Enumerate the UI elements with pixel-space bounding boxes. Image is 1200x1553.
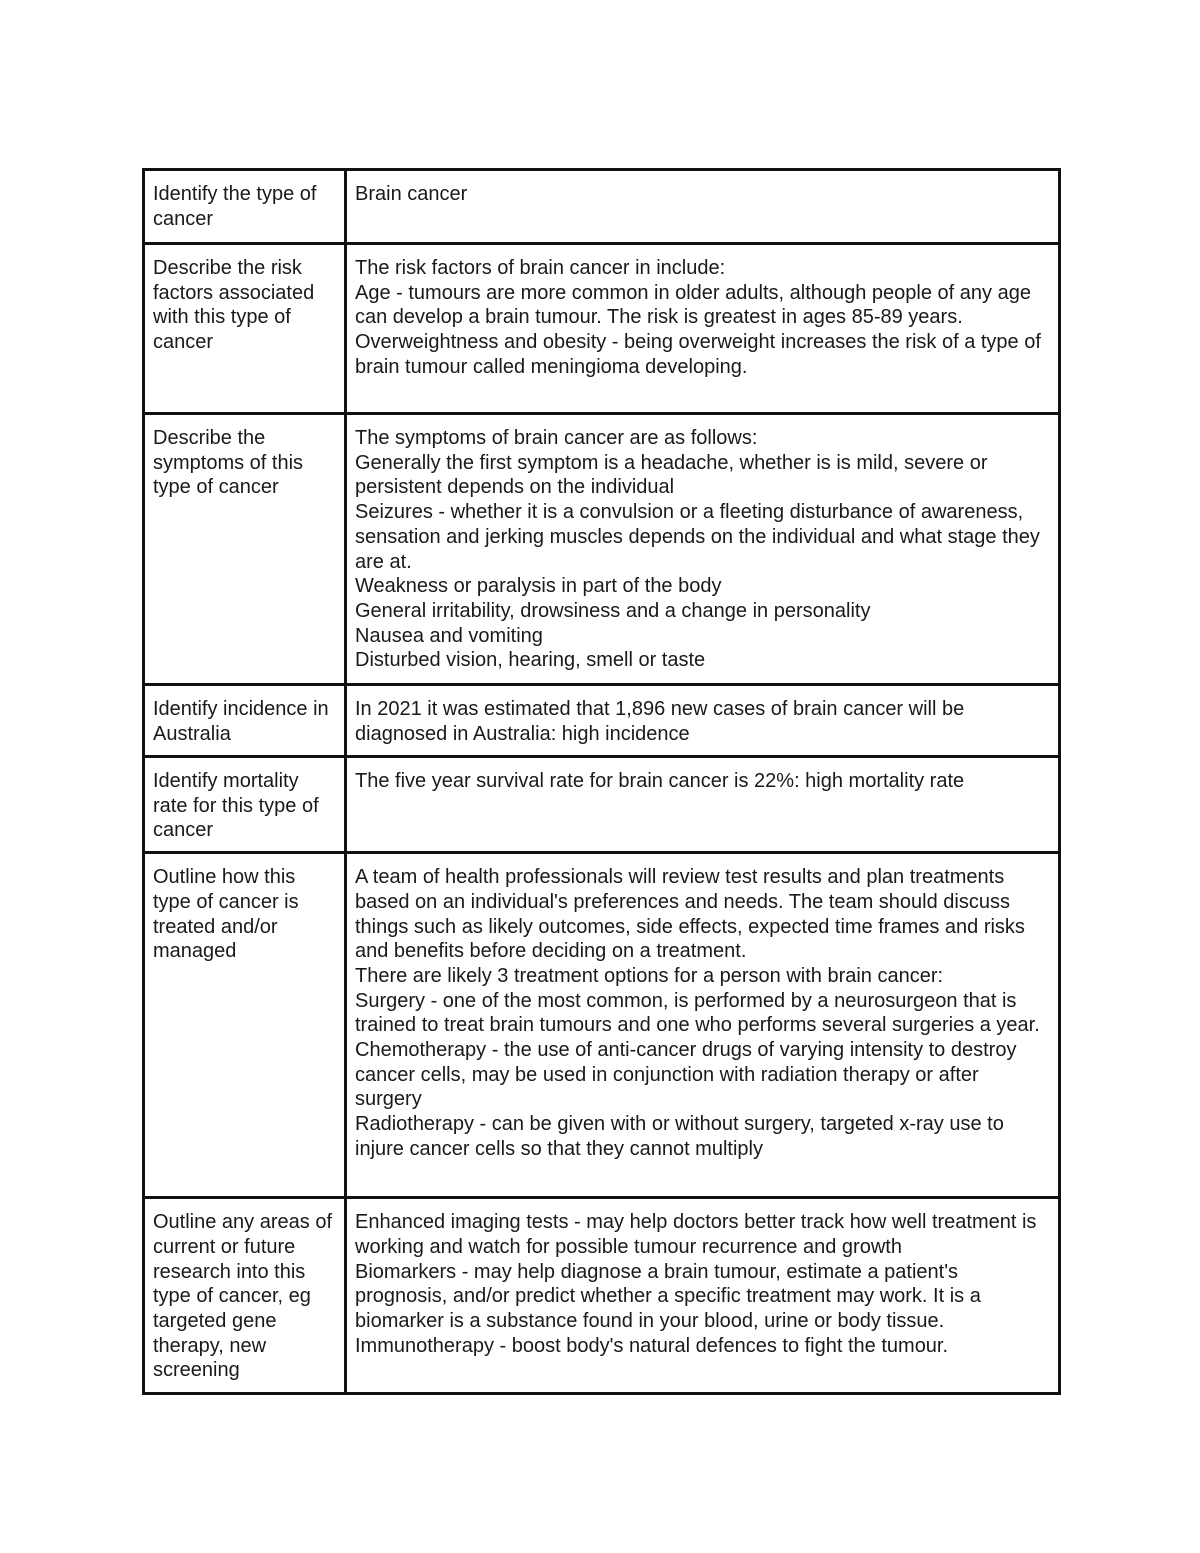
- answer-line: Surgery - one of the most common, is performed by a neurosurgeon that is trained to treat brain tumours and one who performs several surgeries a year.: [355, 989, 1040, 1037]
- row-label-text: Describe the risk factors associated with this type of cancer: [153, 257, 315, 354]
- table-row-mortality: [144, 757, 1060, 853]
- row-label-cancer-type: [144, 170, 346, 244]
- answer-line: Generally the first symptom is a headache, whether is is mild, severe or persistent depends on the individual: [355, 451, 988, 499]
- answer-line: Nausea and vomiting: [355, 624, 543, 647]
- table-row-research: [144, 1198, 1060, 1394]
- answer-line: In 2021 it was estimated that 1,896 new cases of brain cancer will be diagnosed in Australia: high incidence: [355, 698, 965, 745]
- row-label-research: [144, 1198, 346, 1394]
- row-answer-cancer-type: [346, 170, 1060, 244]
- answer-line: A team of health professionals will review test results and plan treatments based on an individual's preferences and needs. The team should discuss things such as likely outcomes, side effects, expected time frames and risks and benefits before deciding on a treatment.: [355, 866, 1025, 963]
- answer-line: The symptoms of brain cancer are as follows:: [355, 427, 758, 449]
- row-label-text: Identify incidence in Australia: [153, 698, 329, 745]
- row-label-text: Outline how this type of cancer is treated and/or managed: [153, 866, 299, 963]
- table-row-risk-factors: [144, 244, 1060, 414]
- row-label-mortality: [144, 757, 346, 853]
- row-label-text: Identify the type of cancer: [153, 183, 317, 230]
- table-row-incidence: [144, 685, 1060, 757]
- row-label-text: Identify mortality rate for this type of cancer: [153, 770, 319, 842]
- answer-line: Disturbed vision, hearing, smell or taste: [355, 649, 706, 672]
- answer-line: The risk factors of brain cancer in include:: [355, 257, 726, 279]
- row-answer-research: [346, 1198, 1060, 1394]
- row-answer-risk-factors: [346, 244, 1060, 414]
- answer-line: Overweightness and obesity - being overweight increases the risk of a type of brain tumour called meningioma developing.: [355, 331, 1041, 378]
- table-row-treatment: [144, 853, 1060, 1198]
- row-label-risk-factors: [144, 244, 346, 414]
- row-label-text: Describe the symptoms of this type of cancer: [153, 427, 304, 499]
- row-answer-symptoms: [346, 414, 1060, 685]
- cancer-worksheet-table: [142, 168, 1061, 1395]
- answer-line: Chemotherapy - the use of anti-cancer drugs of varying intensity to destroy cancer cells, may be used in conjunction with radiation therapy or after surgery: [355, 1039, 1017, 1111]
- answer-line: Biomarkers - may help diagnose a brain tumour, estimate a patient's prognosis, and/or predict whether a specific treatment may work. It is a biomarker is a substance found in your blood, urine or body tissue.: [355, 1260, 981, 1332]
- answer-line: Radiotherapy - can be given with or without surgery, targeted x-ray use to injure cancer cells so that they cannot multiply: [355, 1113, 1004, 1160]
- answer-line: The five year survival rate for brain cancer is 22%: high mortality rate: [355, 770, 965, 792]
- row-label-text: Outline any areas of current or future research into this type of cancer, eg targeted gene therapy, new screening: [153, 1211, 332, 1382]
- row-label-treatment: [144, 853, 346, 1198]
- answer-line: Weakness or paralysis in part of the body: [355, 575, 722, 598]
- answer-line: Brain cancer: [355, 183, 468, 205]
- row-answer-mortality: [346, 757, 1060, 853]
- row-answer-treatment: [346, 853, 1060, 1198]
- answer-line: General irritability, drowsiness and a change in personality: [355, 599, 871, 622]
- table-row-symptoms: [144, 414, 1060, 685]
- row-answer-incidence: [346, 685, 1060, 757]
- table-row-cancer-type: [144, 170, 1060, 244]
- answer-line: Enhanced imaging tests - may help doctors better track how well treatment is working and watch for possible tumour recurrence and growth: [355, 1211, 1037, 1258]
- row-label-incidence: [144, 685, 346, 757]
- answer-line: Immunotherapy - boost body's natural defences to fight the tumour.: [355, 1334, 949, 1357]
- answer-line: There are likely 3 treatment options for a person with brain cancer:: [355, 964, 944, 987]
- answer-line: Seizures - whether it is a convulsion or a fleeting disturbance of awareness, sensation and jerking muscles depends on the individual and what stage they are at.: [355, 501, 1040, 573]
- row-label-symptoms: [144, 414, 346, 685]
- answer-line: Age - tumours are more common in older adults, although people of any age can develop a brain tumour. The risk is greatest in ages 85-89 years.: [355, 281, 1031, 329]
